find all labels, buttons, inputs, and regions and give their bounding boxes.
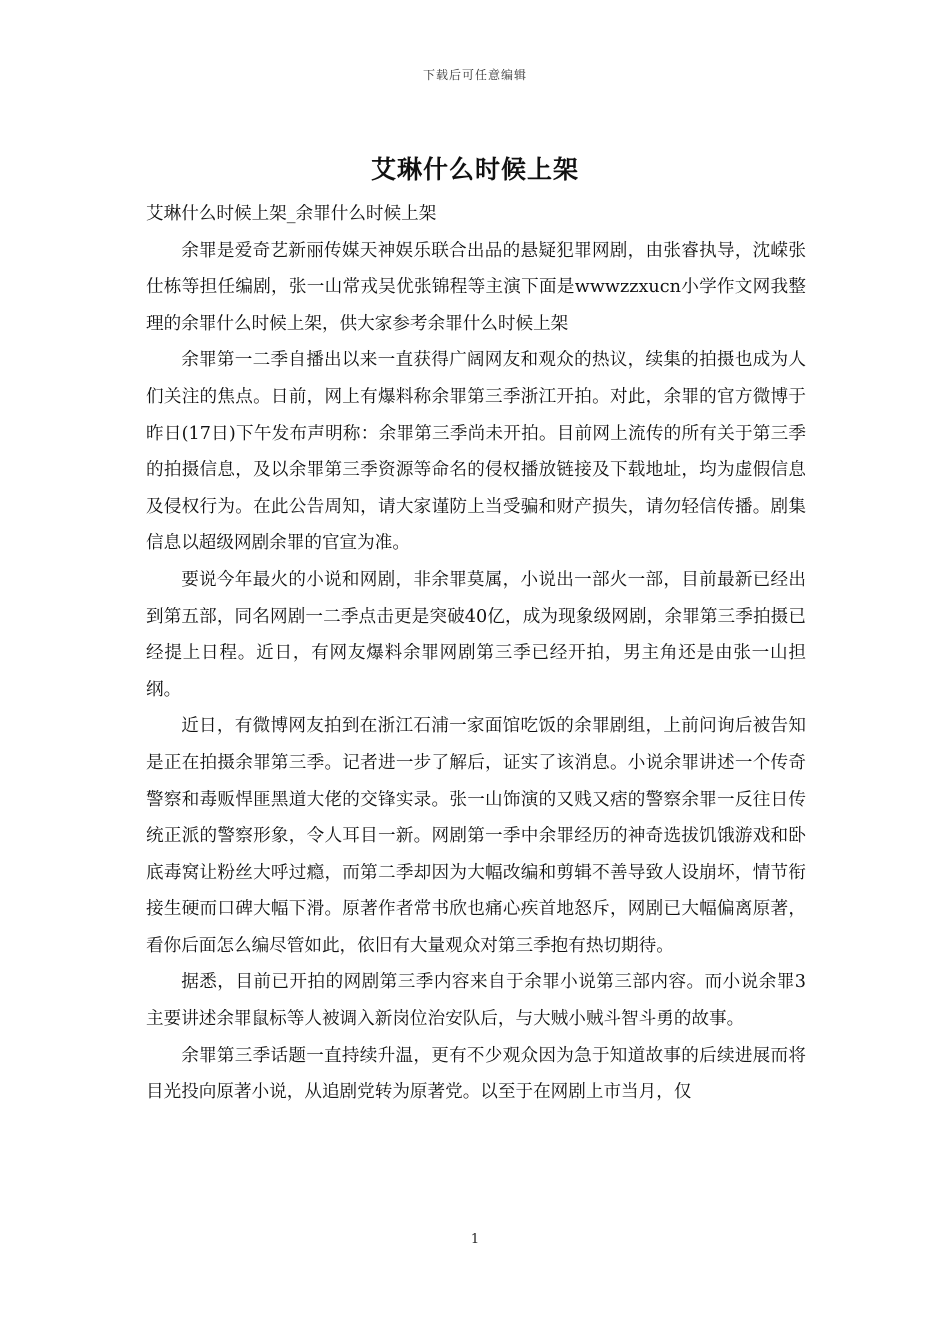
paragraph: 要说今年最火的小说和网剧，非余罪莫属，小说出一部火一部，目前最新已经出到第五部，同名网剧一二季点击更是突破40亿，成为现象级网剧，余罪第三季拍摄已经提上日程。近日，有网友爆料余罪网剧第三季已经开拍，男主角还是由张一山担纲。 xyxy=(146,569,806,700)
page-header: 下载后可任意编辑 xyxy=(422,68,527,82)
paragraph: 据悉，目前已开拍的网剧第三季内容来自于余罪小说第三部内容。而小说余罪3主要讲述余罪鼠标等人被调入新岗位治安队后，与大贼小贼斗智斗勇的故事。 xyxy=(146,972,806,1030)
document-body xyxy=(146,196,806,1111)
subtitle-line: 艾琳什么时候上架_余罪什么时候上架 xyxy=(146,204,437,224)
page-number: 1 xyxy=(470,1232,480,1247)
paragraph: 余罪第三季话题一直持续升温，更有不少观众因为急于知道故事的后续进展而将目光投向原著小说，从追剧党转为原著党。以至于在网剧上市当月，仅 xyxy=(146,1045,806,1103)
paragraph: 余罪是爱奇艺新丽传媒天神娱乐联合出品的悬疑犯罪网剧，由张睿执导，沈嵘张仕栋等担任编剧，张一山常戎吴优张锦程等主演下面是wwwzzxucn小学作文网我整理的余罪什么时候上架，供大家参考余罪什么时候上架 xyxy=(146,240,806,334)
paragraph: 余罪第一二季自播出以来一直获得广阔网友和观众的热议，续集的拍摄也成为人们关注的焦点。日前，网上有爆料称余罪第三季浙江开拍。对此，余罪的官方微博于昨日(17日)下午发布声明称：余罪第三季尚未开拍。目前网上流传的所有关于第三季的拍摄信息，及以余罪第三季资源等命名的侵权播放链接及下载地址，均为虚假信息及侵权行为。在此公告周知，请大家谨防上当受骗和财产损失，请勿轻信传播。剧集信息以超级网剧余罪的官宣为准。 xyxy=(146,350,806,554)
paragraph: 近日，有微博网友拍到在浙江石浦一家面馆吃饭的余罪剧组，上前问询后被告知是正在拍摄余罪第三季。记者进一步了解后，证实了该消息。小说余罪讲述一个传奇警察和毒贩悍匪黑道大佬的交锋实录。张一山饰演的又贱又痞的警察余罪一反往日传统正派的警察形象，令人耳目一新。网剧第一季中余罪经历的神奇选拔饥饿游戏和卧底毒窝让粉丝大呼过瘾，而第二季却因为大幅改编和剪辑不善导致人设崩坏，情节衔接生硬而口碑大幅下滑。原著作者常书欣也痛心疾首地怒斥，网剧已大幅偏离原著，看你后面怎么编尽管如此，依旧有大量观众对第三季抱有热切期待。 xyxy=(146,716,806,956)
document-title: 艾琳什么时候上架 xyxy=(370,155,579,184)
